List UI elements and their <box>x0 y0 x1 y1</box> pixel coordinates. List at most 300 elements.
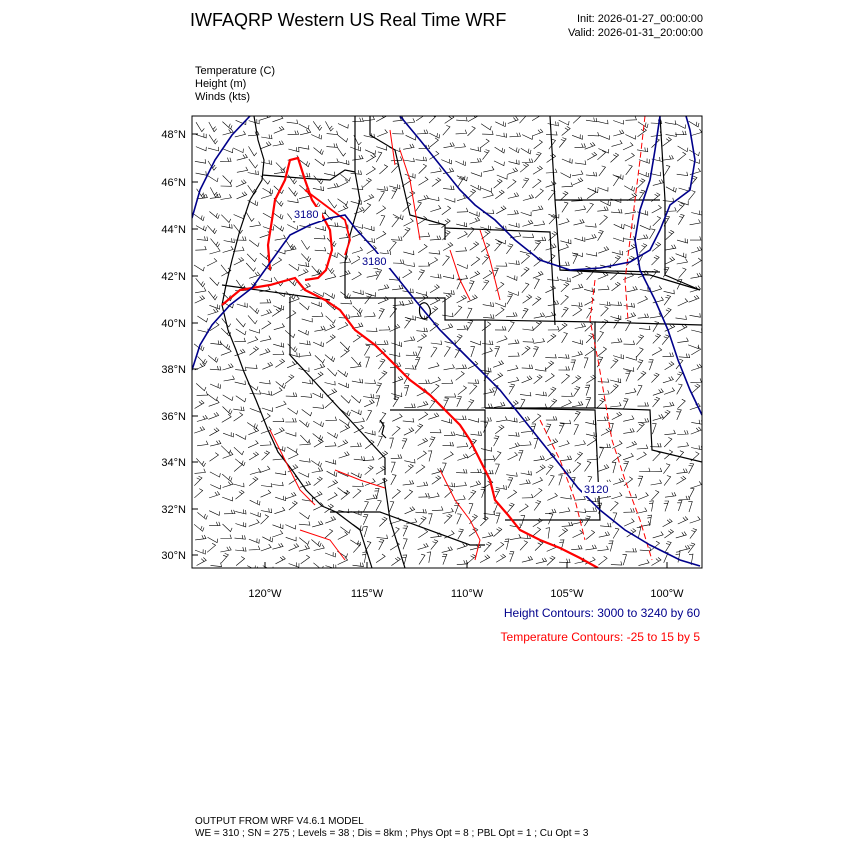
wind-barb <box>210 485 220 490</box>
wind-barb <box>430 429 441 433</box>
wind-barb <box>535 237 546 241</box>
wind-barb <box>585 420 596 425</box>
wind-barb <box>419 517 427 527</box>
init-time: Init: 2026-01-27_00:00:00 <box>577 13 703 25</box>
wind-barb <box>210 278 219 286</box>
wind-barb <box>613 478 624 485</box>
wind-barb <box>471 347 475 357</box>
wind-barb <box>469 504 473 514</box>
wind-barb <box>209 491 220 498</box>
wind-barb <box>572 401 583 407</box>
nevada-utah-border <box>345 298 395 400</box>
wind-barb <box>249 146 257 155</box>
wind-barb <box>507 275 517 280</box>
wind-barb <box>509 223 520 228</box>
wind-barb <box>262 407 273 411</box>
wind-barb <box>650 269 657 279</box>
wind-barb <box>637 527 641 538</box>
wind-barb <box>611 492 622 499</box>
wind-barb <box>481 404 492 408</box>
wind-barb <box>418 543 429 549</box>
wind-barb <box>610 501 618 511</box>
wind-barb <box>558 475 562 485</box>
wind-barb <box>598 556 607 565</box>
wind-barb <box>431 384 439 393</box>
wind-barb <box>248 440 258 447</box>
contour-label-3120: 3120 <box>584 484 609 496</box>
wind-barb <box>586 375 595 383</box>
wind-barb <box>442 206 451 215</box>
wind-barb <box>600 523 611 527</box>
wind-barb <box>445 393 456 397</box>
wind-barb <box>649 501 653 512</box>
wind-barb <box>548 121 559 126</box>
wind-barb <box>249 538 259 543</box>
wind-barb <box>546 416 557 420</box>
wind-barb <box>443 186 454 190</box>
wind-barb <box>598 230 604 240</box>
wind-barb <box>470 158 481 163</box>
wind-barb <box>341 491 350 500</box>
wind-barb <box>677 172 688 176</box>
wind-barb <box>249 477 258 486</box>
wind-barb <box>352 118 363 122</box>
wind-barb <box>337 147 346 156</box>
wind-barb <box>430 138 439 147</box>
wind-barb <box>260 336 271 342</box>
wind-barb <box>651 132 662 137</box>
wind-barb <box>598 378 609 382</box>
wind-barb <box>533 166 542 174</box>
wind-barb <box>236 396 246 402</box>
wind-barb <box>261 278 272 282</box>
wind-barb <box>364 400 374 407</box>
wind-barb <box>496 133 507 138</box>
wind-barb <box>207 258 217 266</box>
wind-barb <box>586 172 597 176</box>
wind-barb <box>679 496 690 500</box>
wind-barb <box>573 462 581 472</box>
wind-barb <box>689 488 694 498</box>
wind-barb <box>483 314 494 318</box>
wind-barb <box>496 262 507 266</box>
wind-barb <box>419 554 425 564</box>
wind-barb <box>261 391 272 395</box>
wind-barb <box>418 195 429 201</box>
wind-barb <box>534 456 545 461</box>
wind-barb <box>598 347 607 356</box>
wind-barb <box>558 244 568 251</box>
wind-barb <box>353 562 364 566</box>
wind-barb <box>691 420 702 424</box>
wind-barb <box>222 414 231 422</box>
wind-barb <box>653 414 664 420</box>
wind-barb <box>350 363 361 368</box>
wind-barb <box>428 493 439 499</box>
wind-barb <box>599 444 610 448</box>
wind-barb <box>393 260 404 264</box>
wind-barb <box>664 290 675 294</box>
wind-barb <box>247 337 257 344</box>
wind-barb <box>690 313 701 317</box>
wind-barb <box>195 469 206 474</box>
wind-barb <box>638 172 648 177</box>
wind-barb <box>418 493 429 497</box>
wind-barb <box>286 537 296 541</box>
wind-barb <box>545 285 555 292</box>
wind-barb <box>351 357 360 365</box>
lat-label: 32°N <box>161 504 186 516</box>
wind-barb <box>325 516 335 523</box>
wind-barb <box>457 279 462 289</box>
wind-barb <box>640 547 651 551</box>
wind-barb <box>623 142 633 150</box>
wind-barb <box>651 286 661 293</box>
wind-barb <box>510 133 521 137</box>
wind-barb <box>532 206 543 212</box>
wind-barb <box>364 194 374 201</box>
wind-barb <box>572 284 583 289</box>
wind-barb <box>623 367 634 371</box>
wind-barb <box>471 257 480 266</box>
wind-barb <box>598 187 608 191</box>
wind-barb <box>286 311 295 319</box>
wind-barb <box>571 545 582 550</box>
wind-barb <box>428 451 432 462</box>
wind-barb <box>653 397 660 407</box>
wind-barb <box>286 492 296 499</box>
wind-barb <box>250 222 261 227</box>
wind-barb <box>405 316 416 321</box>
wind-barb <box>691 329 702 333</box>
wind-barb <box>260 299 271 303</box>
wind-barb <box>480 139 489 148</box>
wind-barb <box>624 186 634 191</box>
wind-barb <box>597 398 605 408</box>
wind-barb <box>442 313 453 317</box>
wind-barb <box>194 524 204 531</box>
wind-barb <box>636 335 643 345</box>
wind-barb <box>207 543 216 552</box>
wind-barb <box>575 509 586 513</box>
wind-barb <box>623 508 634 512</box>
wind-barb <box>458 386 467 395</box>
wind-barb <box>572 340 583 345</box>
wind-barb <box>652 256 660 266</box>
wind-barb <box>352 483 363 487</box>
wind-barb <box>354 418 365 423</box>
wind-barb <box>224 510 235 514</box>
wyoming-border <box>445 228 555 325</box>
wind-barb <box>560 191 568 200</box>
wind-barb <box>353 290 364 295</box>
wind-barb <box>574 219 585 225</box>
wind-barb <box>211 239 220 248</box>
wind-barb <box>482 341 493 345</box>
wind-barb <box>559 366 570 370</box>
wind-barb <box>601 428 611 436</box>
wind-barb <box>690 168 701 174</box>
wind-barb <box>363 203 371 213</box>
wind-barb <box>586 432 597 437</box>
wind-barb <box>366 328 377 332</box>
wind-barb <box>246 365 257 369</box>
wind-barb <box>534 221 545 226</box>
wind-barb <box>289 187 298 196</box>
wind-barb <box>664 501 669 511</box>
wind-barb <box>327 368 337 376</box>
wind-barb <box>220 535 231 539</box>
wind-barb <box>611 302 622 306</box>
wind-barb <box>457 443 468 448</box>
wind-barb <box>444 347 450 357</box>
wind-barb <box>587 190 596 199</box>
field-temperature-label: Temperature (C) <box>195 65 276 77</box>
wind-barb <box>677 338 688 343</box>
wind-barb <box>235 367 246 371</box>
wind-barb <box>247 423 257 429</box>
wind-barb <box>363 394 374 398</box>
wind-barb <box>235 535 246 539</box>
wind-barb <box>444 483 455 487</box>
wind-barb <box>327 389 337 397</box>
wind-barb <box>614 224 624 229</box>
wind-barb <box>246 212 254 222</box>
wind-barb <box>249 546 260 550</box>
wind-barb <box>468 379 479 383</box>
wind-barb <box>432 178 441 187</box>
wind-barb <box>379 540 384 550</box>
lat-labels <box>161 129 186 562</box>
wind-barb <box>351 170 362 174</box>
wind-barb <box>325 121 333 131</box>
wind-barb <box>314 439 323 447</box>
wind-barb <box>194 265 204 271</box>
wind-barb <box>275 471 286 475</box>
wind-barb <box>246 263 255 271</box>
wind-barb <box>666 187 676 192</box>
wind-barb <box>624 224 634 229</box>
wind-barb <box>403 539 407 550</box>
wind-barb <box>494 161 504 166</box>
valid-time: Valid: 2026-01-31_20:00:00 <box>568 27 703 39</box>
wind-barb <box>288 175 297 184</box>
wind-barb <box>520 163 529 172</box>
wind-barb <box>262 451 270 460</box>
wind-barb <box>288 344 297 352</box>
wind-barb <box>364 345 370 355</box>
wind-barb <box>350 443 361 447</box>
wind-barb <box>196 147 206 151</box>
wind-barb <box>665 542 671 552</box>
wind-barb <box>559 218 570 224</box>
wind-barb <box>444 452 454 460</box>
wind-barb <box>403 202 411 211</box>
wind-barb <box>521 267 529 276</box>
wind-barb <box>379 517 387 527</box>
wind-barb <box>327 253 337 258</box>
wind-barb <box>208 355 218 362</box>
wind-barb <box>559 559 570 563</box>
wind-barb <box>364 501 369 511</box>
wind-barb <box>520 541 528 551</box>
wind-barb <box>469 281 474 291</box>
wind-barb <box>195 287 206 292</box>
wind-barb <box>352 379 363 383</box>
height-contour-line <box>400 116 695 270</box>
wind-barb <box>508 432 519 436</box>
wind-barb <box>301 555 310 564</box>
wind-barb <box>534 375 543 384</box>
wind-barb <box>494 503 498 513</box>
wind-barb <box>338 124 348 129</box>
wind-barb <box>496 554 505 562</box>
wind-barb <box>548 387 556 397</box>
wind-barb <box>612 412 622 420</box>
wind-barb <box>572 351 583 357</box>
wind-barb <box>340 342 350 350</box>
wind-barb <box>664 388 674 395</box>
wind-barb <box>561 393 572 397</box>
wind-barb <box>611 359 619 369</box>
wind-barb <box>584 516 590 526</box>
wind-barb <box>299 303 309 310</box>
wind-barb <box>392 189 397 199</box>
wind-barb <box>289 562 299 567</box>
wind-barb <box>496 206 506 214</box>
wind-barb <box>366 154 375 162</box>
wind-barb <box>457 396 462 406</box>
wind-barb <box>507 180 516 189</box>
wind-barb <box>274 427 284 434</box>
wind-barb <box>250 347 259 356</box>
wind-barb <box>533 347 538 357</box>
wind-barb <box>548 514 553 525</box>
wind-barb <box>519 480 530 485</box>
wind-barb <box>443 508 454 513</box>
wind-barb <box>677 324 687 332</box>
wind-barb <box>286 393 297 397</box>
wind-barb <box>651 373 659 383</box>
lon-label: 110°W <box>450 588 484 600</box>
wind-barb <box>198 329 209 333</box>
wind-barb <box>638 314 649 319</box>
wind-barb <box>610 271 618 280</box>
wind-barb <box>195 535 206 540</box>
wind-barb <box>571 360 576 370</box>
wind-barb <box>587 455 598 460</box>
wind-barb <box>638 493 648 500</box>
wind-barb <box>273 524 284 529</box>
wind-barb <box>651 468 662 472</box>
wind-barb <box>405 464 414 473</box>
wind-barb <box>338 532 348 540</box>
wind-barb <box>195 246 206 250</box>
wind-barb <box>392 130 403 134</box>
wind-barb <box>691 427 701 434</box>
wind-barb <box>609 541 614 552</box>
wind-barb <box>374 489 379 500</box>
wind-barb <box>585 461 591 471</box>
wind-barb <box>221 553 228 563</box>
wind-barb <box>467 320 473 330</box>
wind-barb <box>415 424 423 434</box>
wind-barb <box>223 395 233 401</box>
wind-barb <box>562 158 572 163</box>
wind-barb <box>561 456 572 461</box>
wind-barb <box>612 282 621 291</box>
wind-barb <box>586 530 595 539</box>
wind-barb <box>561 400 571 407</box>
wind-barb <box>484 542 492 552</box>
wind-barb <box>521 148 531 154</box>
wind-barb <box>365 292 376 296</box>
wind-barb <box>430 377 440 384</box>
wind-barb <box>327 432 337 438</box>
wind-barb <box>210 248 221 254</box>
wind-barb <box>572 134 582 139</box>
wind-barb <box>378 436 383 446</box>
wind-barb <box>457 560 468 565</box>
wind-barb <box>454 306 461 316</box>
wind-barb <box>442 547 453 553</box>
wind-barb <box>418 529 427 538</box>
wind-barb <box>546 465 553 475</box>
wind-barb <box>314 326 325 331</box>
wind-barb <box>612 462 616 473</box>
wind-barb <box>679 354 690 358</box>
wind-barb <box>197 316 207 322</box>
wind-barb <box>443 256 450 266</box>
wind-barb <box>432 506 443 510</box>
wind-barb <box>274 225 284 232</box>
wind-barb <box>405 507 415 514</box>
wind-barb <box>223 524 233 532</box>
wind-barb <box>328 199 337 208</box>
wind-barb <box>624 236 635 240</box>
wind-barb <box>272 543 283 549</box>
wind-barb <box>536 404 547 408</box>
field-winds-label: Winds (kts) <box>195 91 250 103</box>
wind-barb <box>376 206 385 214</box>
wind-barb <box>341 348 350 357</box>
wind-barb <box>678 299 688 307</box>
wind-barb <box>261 508 272 512</box>
wind-barb <box>600 201 610 206</box>
wind-barb <box>380 250 391 254</box>
wind-barb <box>561 173 571 178</box>
wind-barb <box>597 120 608 124</box>
wind-barb <box>456 117 467 121</box>
wind-barb <box>210 472 220 477</box>
wind-barb <box>560 239 571 244</box>
wind-barb <box>406 352 417 356</box>
wind-barb <box>457 514 462 524</box>
utah-border <box>395 298 485 408</box>
wind-barb <box>532 527 540 536</box>
wind-barb <box>495 241 502 251</box>
wind-barb <box>494 179 503 188</box>
wind-barb <box>675 131 686 135</box>
wind-barb <box>197 441 208 446</box>
wind-barb <box>560 278 571 282</box>
wind-barb <box>480 516 488 526</box>
mexico-coast <box>336 478 405 568</box>
wind-barb <box>325 274 336 280</box>
wind-barb <box>483 166 494 172</box>
wind-barb <box>522 327 533 331</box>
wind-barb <box>600 215 608 225</box>
